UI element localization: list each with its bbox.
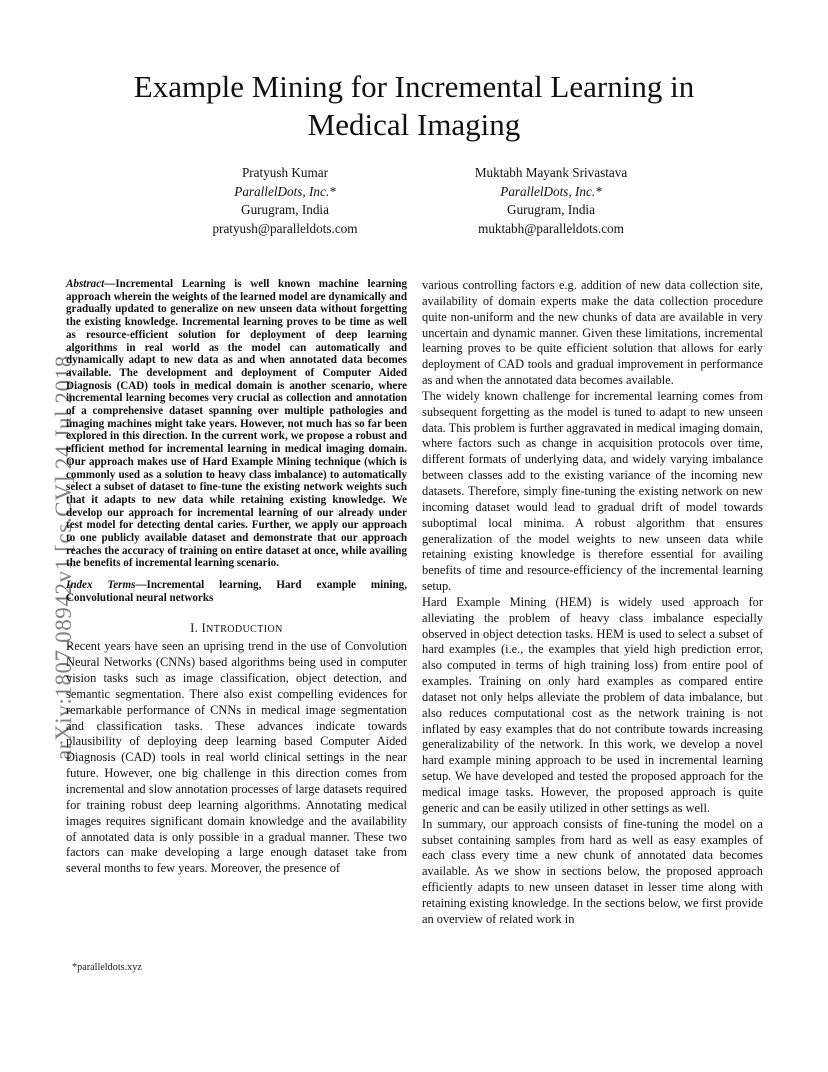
author-name: Muktabh Mayank Srivastava <box>474 165 628 180</box>
abstract-text: —Incremental Learning is well known machine learning approach wherein the weights of the learned model are dynamically and gradually updated to generalize on new unseen data without forgetting the existing knowledge. Incremental learning proves to be time as well as resource-efficient solution for deployment of deep learning algorithms in real world as the model can automatically and dynamically adapt to new data as and when annotated data becomes available. The development and deployment of Computer Aided Diagnosis (CAD) tools in medical domain is another scenario, where incremental learning becomes very crucial as collection and annotation of a comprehensive dataset spanning over multiple pathologies and imaging machines might take years. However, not much has so far been explored in this direction. In the current work, we propose a robust and efficient method for incremental learning in medical imaging domain. Our approach makes use of Hard Example Mining technique (which is commonly used as a solution to heavy class imbalance) to automatically select a subset of dataset to fine-tune the existing network weights such that it adapts to new data while retaining existing knowledge. We develop our approach for incremental learning of our already under test model for detecting dental caries. Further, we apply our approach to one publicly available dataset and demonstrate that our approach reaches the accuracy of training on entire dataset at once, while availing the benefits of incremental learning scenario. <box>66 278 407 570</box>
abstract <box>66 278 407 570</box>
index-terms <box>66 579 407 604</box>
author-name: Pratyush Kumar <box>241 165 329 180</box>
intro-paragraph: Recent years have seen an uprising trend in the use of Convolution Neural Networks (CNNs) based algorithms being used in computer vision tasks such as image classification, object detection, and semantic segmentation. There also exist compelling evidences for remarkable performance of CNNs in medical image segmentation and classification tasks. These advances indicate towards plausibility of deploying deep learning based Computer Aided Diagnosis (CAD) tools in real world clinical settings in the near future. However, one big challenge in this direction comes from incremental and slow annotation processes of large datasets required for training robust deep learning algorithms. Annotating medical images requires significant domain knowledge and the availability of annotated data is only possible in a gradual manner. These two factors can make developing a large enough dataset take from several months to few years. Moreover, the presence of <box>66 639 407 876</box>
author-affiliation: ParallelDots, Inc.* <box>234 183 336 199</box>
section-heading-introduction <box>66 621 407 638</box>
title-line-1: Example Mining for Incremental Learning in <box>133 69 695 104</box>
section-title-initial: I <box>201 620 207 635</box>
title-line-2: Medical Imaging <box>307 107 521 142</box>
body-paragraph: The widely known challenge for incremental learning comes from subsequent forgetting as the model is tuned to adapt to new unseen data. This problem is further aggravated in medical imaging domain, where factors such as change in acquisition protocols over time, different formats of underlying data, and widely varying imbalance between classes add to the existing variance of the incoming new datasets. Therefore, simply fine-tuning the existing network on new incoming dataset would lead to gradual drift of model towards suboptimal local minima. A robust algorithm that ensures generalization of the model weights to new unseen data while retaining existing knowledge is therefore essential for availing benefits of time and resource-efficiency of the incremental learning setup. <box>422 388 763 594</box>
author-location: Gurugram, India <box>241 202 329 217</box>
left-column <box>66 278 407 877</box>
section-number: I. <box>190 620 199 635</box>
author-email: muktabh@paralleldots.com <box>478 220 624 236</box>
footnote: *paralleldots.xyz <box>72 962 142 973</box>
paper-title <box>60 68 768 144</box>
author-block-2 <box>426 164 676 238</box>
index-terms-label: Index Terms <box>66 579 136 592</box>
arxiv-identifier: arXiv:1807.08942v1 [cs.CV] 24 Jul 2018 <box>51 355 76 760</box>
body-paragraph: In summary, our approach consists of fine-tuning the model on a subset containing samples from hard as well as easy examples of each class every time a new chunk of annotated data becomes available. As we show in sections below, the proposed approach efficiently adapts to new unseen dataset in lesser time along with retaining existing knowledge. In the sections below, we first provide an overview of related work in <box>422 816 763 926</box>
arxiv-sidebar-stamp <box>21 300 76 760</box>
author-block-1 <box>160 164 410 238</box>
right-column <box>422 278 763 928</box>
author-location: Gurugram, India <box>507 202 595 217</box>
body-paragraph: various controlling factors e.g. addition of new data collection site, availability of domain experts make the data collection procedure quite non-uniform and the new chunks of data are available in very uncertain and dynamic manner. Given these limitations, incremental learning proves to be quite efficient solution that allows for early deployment of CAD tools and gradual improvement in performance as and when the annotated data becomes available. <box>422 278 763 388</box>
section-title-rest: NTRODUCTION <box>206 623 283 635</box>
body-paragraph: Hard Example Mining (HEM) is widely used approach for alleviating the problem of heavy class imbalance especially observed in object detection tasks. HEM is used to select a subset of hard examples (i.e., the examples that yield high prediction error, also computed in terms of high training loss) from entire pool of examples. Training on only hard examples as compared entire dataset not only helps alleviate the problem of data imbalance, but also reduces computational cost as the network training is not inflated by easy examples that do not contribute towards increasing generalizability of the network. In this work, we develop a novel hard example mining approach to be used in incremental learning setup. We have developed and tested the proposed approach for the medical image tasks. However, the proposed approach is quite generic and can be easily utilized in other settings as well. <box>422 594 763 815</box>
index-terms-text: —Incremental learning, Hard example mining, Convolutional neural networks <box>66 579 407 604</box>
author-email: pratyush@paralleldots.com <box>212 220 358 236</box>
author-affiliation: ParallelDots, Inc.* <box>500 183 602 199</box>
abstract-label: Abstract <box>66 278 105 290</box>
